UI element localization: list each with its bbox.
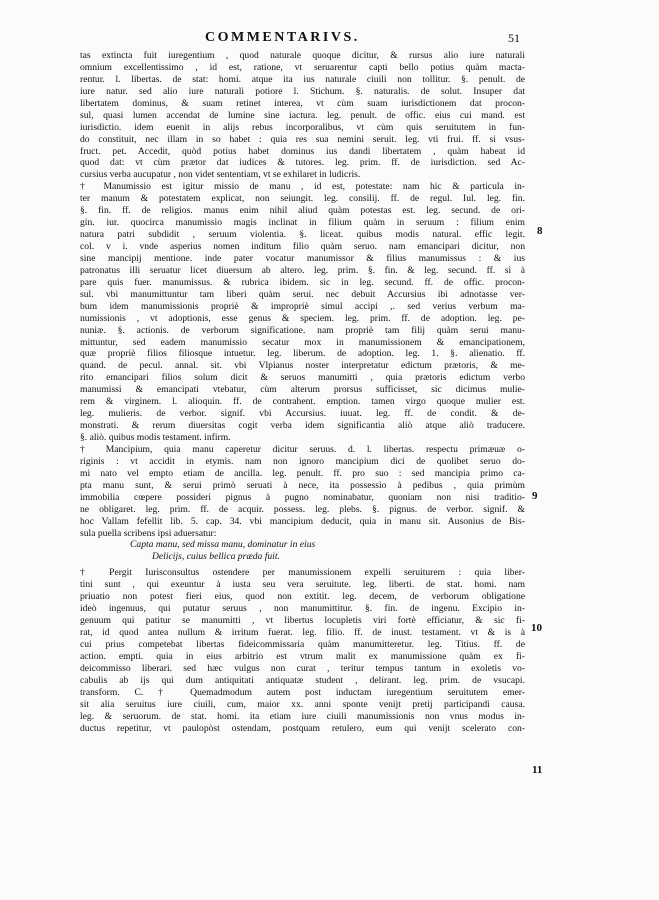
text-line: iurisdictio. idem euenit in alijs rebus incorporalibus, vt cùm quis seruitutem in fun- xyxy=(80,121,525,133)
text-line: ductus repetitur, vt paulopòst ostendam, postquam retulero, eum qui venijt scelerato con- xyxy=(80,722,525,734)
text-line: rem & virginem. l. alioquin. ff. de contrahent. emption. tamen virgo quoque mulier est. xyxy=(80,396,525,408)
text-line: mi nato vel empto etiam de ancilla. leg. penult. ff. pro suo : sed mancipia primo ca- xyxy=(80,467,525,479)
verse-line: Delicijs, cuius bellica præda fuit. xyxy=(152,551,280,563)
text-line: action. empti. quia in eius arbitrio est vtrum malit ex manumissione quàm ex fi- xyxy=(80,650,525,662)
text-line: §. aliò. quibus modis testament. infirm. xyxy=(80,432,231,443)
text-line: ideò ingenuus, qui putatur seruus , non manumittitur. §. fin. de ingenu. Excipio in- xyxy=(80,603,525,615)
text-line: sit alia seruitus iure ciuili, cum, maior xx. anni sponte venijt pretij participandi causa. xyxy=(80,698,525,710)
text-line: ter manum & potestatem explicat, non seiungit. leg. consilij. ff. de regul. Iul. leg. fin. xyxy=(80,193,525,205)
text-line: leg. & seruorum. de stat. homi. ita etiam iure ciuili manumissionis non vnus modus in- xyxy=(80,710,525,722)
text-line: deicommisso liberari. sed hæc vulgus non curat , teritur tempus tantum in exoletis vo- xyxy=(80,662,525,674)
text-line: quod dat: vt cùm prætor dat iudices & tutores. leg. prim. ff. de iurisdiction. sed Ac- xyxy=(80,157,525,169)
text-line: quæ propriè filios filiosque intuetur. leg. liberum. de adoption. leg. 1. §. alienatio. ff. xyxy=(80,348,525,360)
text-line: sul. vbi manumittuntur tam liberi quàm serui. nec debuit Accursius ibi adnotasse ver- xyxy=(80,288,525,300)
text-line: §. fin. ff. de religios. manus enim nihil aliud quàm potestas est. leg. secund. de ori- xyxy=(80,205,525,217)
text-line: tini sunt , qui exeuntur à iusta seu vera seruitute. leg. liberti. de stat. homi. nam xyxy=(80,579,525,591)
text-line: hoc Vallam fefellit lib. 5. cap. 34. vbi mancipium deducit, quia in manu sit. Ausonius de Bis- xyxy=(80,515,525,527)
text-line: immobilia cœpere possideri pignus à pugno nominabatur, quoniam non nisi traditio- xyxy=(80,491,525,503)
text-line: cui prius competebat libertas fideicommissaria quàm manumitteretur. leg. Titius. ff. de xyxy=(80,638,525,650)
text-line: leg. mulieris. de verbor. signif. vbi Accursius. iuuat. leg. ff. de condit. & de- xyxy=(80,408,525,420)
text-line: † Pergit Iurisconsultus ostendere per manumissionem expelli seruiturem : quia liber- xyxy=(80,567,525,579)
text-line: omnium excellentissimo , id est, ratione, vt seruarentur capti bello potius quàm macta- xyxy=(80,61,525,73)
text-line: transform. C. † Quemadmodum autem post inductam iuregentium seruitutem emer- xyxy=(80,686,525,698)
text-line: quand. de pecul. annal. sit. vbi Vlpianus noster interpretatur edictum prætoris, & me- xyxy=(80,360,525,372)
text-line: genuum qui patitur se manumitti , vt libertus locupletis viri fortè efficiatur, & sic fi- xyxy=(80,615,525,627)
page-number: 51 xyxy=(508,31,520,45)
text-line: numissionis , vt adoptionis, esse genus & speciem. leg. prim. ff. de adoption. leg. pe- xyxy=(80,312,525,324)
text-line: iure natur. sed alio iure naturali potiore l. Stichum. §. naturalis. de solut. Insuper dat xyxy=(80,85,525,97)
running-title: COMMENTARIVS. xyxy=(205,30,360,45)
text-line: pare quis fuer. manumissus. & rubrica ibidem. sic in leg. secund. ff. de offic. procon- xyxy=(80,276,525,288)
margin-note-number: 11 xyxy=(532,764,543,776)
text-line: rat, id quod antea nullum & irritum fuerat. leg. filio. ff. de inust. testament. vt & is à xyxy=(80,627,525,638)
text-line: ne obligaret. leg. prim. ff. de acquir. possess. leg. plebs. §. pignus. de verbor. signif. & xyxy=(80,503,525,515)
text-line: sul, quasi lumen accendat de lumine sine iactura. leg. penult. de offic. eius cui mand. est xyxy=(80,109,525,121)
text-line: libertatem dominus, & suam retinet interea, vt cùm suam iurisdictionem dat procon- xyxy=(80,97,525,109)
body-text xyxy=(80,50,525,734)
running-head xyxy=(0,30,659,50)
text-line: rentur. l. libertas. de stat: homi. atque ita ius naturale ciuili non tollitur. §. penult. de xyxy=(80,73,525,85)
text-line: riginis : vt accidit in etymis. nam non ignoro mancipium dici de quolibet seruo do- xyxy=(80,455,525,467)
margin-note-number: 10 xyxy=(531,622,542,634)
text-line: cabulis ab ijs qui dum antiquitati antiquatæ student , delirant. leg. prim. de vsucapi. xyxy=(80,674,525,686)
text-line: tas extincta fuit iuregentium , quod naturale quoque dicitur, & rursus alio iure naturali xyxy=(80,50,525,61)
text-line: manumissi & emancipati vtebatur, cùm alterum prorsus sufficisset, sic dicimus mulie- xyxy=(80,384,525,396)
margin-note-number: 9 xyxy=(532,490,538,502)
text-line: gin. iur. quocirca manumissio magis inclinat in filium quàm in seruum : filium enim xyxy=(80,217,525,229)
text-line: priuatio non potest fieri eius, quod non extitit. leg. decem, de verborum obligatione xyxy=(80,591,525,603)
text-line: fruct. pet. Accedit, quòd potius habet dominus ius dandi libertatem , quàm habeat id xyxy=(80,145,525,157)
verse-line: Capta manu, sed missa manu, dominatur in eius xyxy=(130,539,316,551)
margin-note-number: 8 xyxy=(537,225,543,237)
text-line: monstrati. & rerum diuersitas cogit verba idem significantia aliò atque aliò traducere. xyxy=(80,420,525,432)
text-line: † Mancipium, quia manu caperetur dicitur seruus. d. l. libertas. respectu primæuæ o- xyxy=(80,443,525,455)
text-line: sine mancipij mentione. inde pater vocatur manumissor & filius manumissus : & ius xyxy=(80,252,525,264)
text-line: rito emancipari filios solum dicit & seruos manumitti , quia prætoris edictum verbo xyxy=(80,372,525,384)
text-line: natura patri subdidit , seruum violentia. §. liceat. quibus modis natural. effic legit. xyxy=(80,229,525,241)
text-line: patronatus illi seruatur licet diuersum ab altero. leg. prim. §. fin. & leg. secund. ff. si à xyxy=(80,264,525,276)
text-line: † Manumissio est igitur missio de manu , id est, potestate: nam hic & particula in- xyxy=(80,181,525,193)
text-line: nuniæ. §. actionis. de verborum significatione. nam propriè tam filij quàm serui manu- xyxy=(80,324,525,336)
text-line: col. v i. vnde asperius nomen inditum filio quàm seruo. nam emancipari dicitur, non xyxy=(80,241,525,252)
text-line: sula puella scribens ipsi aduersatur: xyxy=(80,527,217,539)
text-line: bum idem manumissionis propriè & impropriè simul accipi ,. sed verius verbum ma- xyxy=(80,300,525,312)
text-line: pta manu sunt, & serui primò seruati à nece, ita possessio à pedibus , quia primùm xyxy=(80,479,525,491)
text-line: cursius verba aucupatur , non videt sententiam, vt se exhilaret in ludicris. xyxy=(80,169,361,181)
text-line: mittuntur, sed eadem manumissio secatur mox in manumissionem & emancipationem, xyxy=(80,336,525,348)
text-line: do constituit, nec illam in so habet : quia res sua nemini seruit. leg. vti frui. ff. si vsus- xyxy=(80,133,525,145)
